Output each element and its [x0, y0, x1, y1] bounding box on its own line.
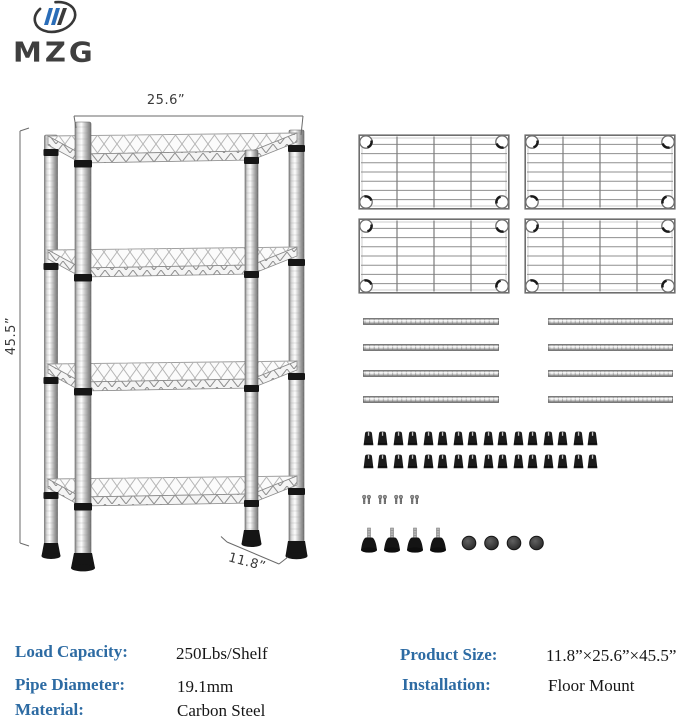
locking-sleeve-pair	[394, 455, 418, 469]
spec-label-installation: Installation:	[402, 675, 491, 694]
spec-label-material: Material:	[15, 700, 84, 716]
spec-value-pipe-diameter: 19.1mm	[177, 677, 234, 696]
pole-segment-part	[363, 319, 498, 325]
screw-set-part	[378, 495, 386, 504]
locking-sleeve-pair	[364, 432, 388, 446]
parts-foot-caps	[462, 536, 543, 550]
locking-sleeve-pair	[454, 455, 478, 469]
locking-sleeve-pair	[484, 455, 508, 469]
spec-value-product-size: 11.8”×25.6”×45.5”	[546, 646, 677, 665]
screw-set-part	[362, 495, 370, 504]
locking-sleeve-pair	[574, 432, 598, 446]
locking-sleeve-pair	[454, 432, 478, 446]
spec-label-product-size: Product Size:	[400, 645, 498, 664]
shelving-unit-graphic	[42, 122, 308, 571]
locking-sleeve-pair	[544, 455, 568, 469]
locking-sleeve-pair	[544, 432, 568, 446]
pole-segment-part	[363, 397, 498, 403]
brand-wordmark: MZG	[13, 35, 96, 69]
foot-cap-part	[462, 536, 476, 550]
locking-sleeve-pair	[424, 432, 448, 446]
locking-sleeve-pair	[514, 432, 538, 446]
width-dimension-label: 25.6”	[146, 93, 186, 108]
parts-wire-shelves	[359, 135, 675, 293]
width-dimension-line	[74, 116, 303, 135]
pole-segment-part	[548, 371, 672, 377]
spec-label-pipe-diameter: Pipe Diameter:	[15, 675, 125, 694]
screw-set-part	[410, 495, 418, 504]
spec-value-material: Carbon Steel	[177, 701, 266, 716]
screw-set-part	[394, 495, 402, 504]
pole-segment-part	[548, 345, 672, 351]
pole-segment-part	[363, 371, 498, 377]
height-dimension-label: 45.5”	[4, 316, 19, 356]
locking-sleeve-pair	[514, 455, 538, 469]
pole-segment-part	[548, 319, 672, 325]
locking-sleeve-pair	[574, 455, 598, 469]
spec-value-load-capacity: 250Lbs/Shelf	[176, 644, 268, 663]
parts-leveling-feet	[361, 528, 446, 553]
leveling-foot-part	[384, 528, 400, 553]
foot-cap-part	[507, 536, 521, 550]
leveling-foot-part	[407, 528, 423, 553]
wire-shelf-part	[525, 219, 675, 293]
locking-sleeve-pair	[484, 432, 508, 446]
leveling-foot-part	[430, 528, 446, 553]
spec-value-installation: Floor Mount	[548, 676, 635, 695]
depth-dimension-label: 11.8”	[226, 550, 268, 575]
pole-segment-part	[548, 397, 672, 403]
pole-collars-front	[74, 157, 259, 511]
spec-label-load-capacity: Load Capacity:	[15, 642, 128, 661]
pole-segment-part	[363, 345, 498, 351]
locking-sleeve-pair	[394, 432, 418, 446]
wire-shelf-part	[525, 135, 675, 209]
wire-shelf-part	[359, 219, 509, 293]
wire-shelf-part	[359, 135, 509, 209]
brand-logo-emblem	[32, 0, 79, 36]
logo-m-blue-stroke	[44, 8, 53, 25]
parts-locking-sleeves	[364, 432, 598, 469]
locking-sleeve-pair	[364, 455, 388, 469]
foot-cap-part	[485, 536, 499, 550]
locking-sleeve-pair	[424, 455, 448, 469]
parts-screws	[362, 495, 418, 504]
foot-cap-part	[530, 536, 544, 550]
leveling-foot-part	[361, 528, 377, 553]
parts-pole-segments	[363, 319, 672, 403]
